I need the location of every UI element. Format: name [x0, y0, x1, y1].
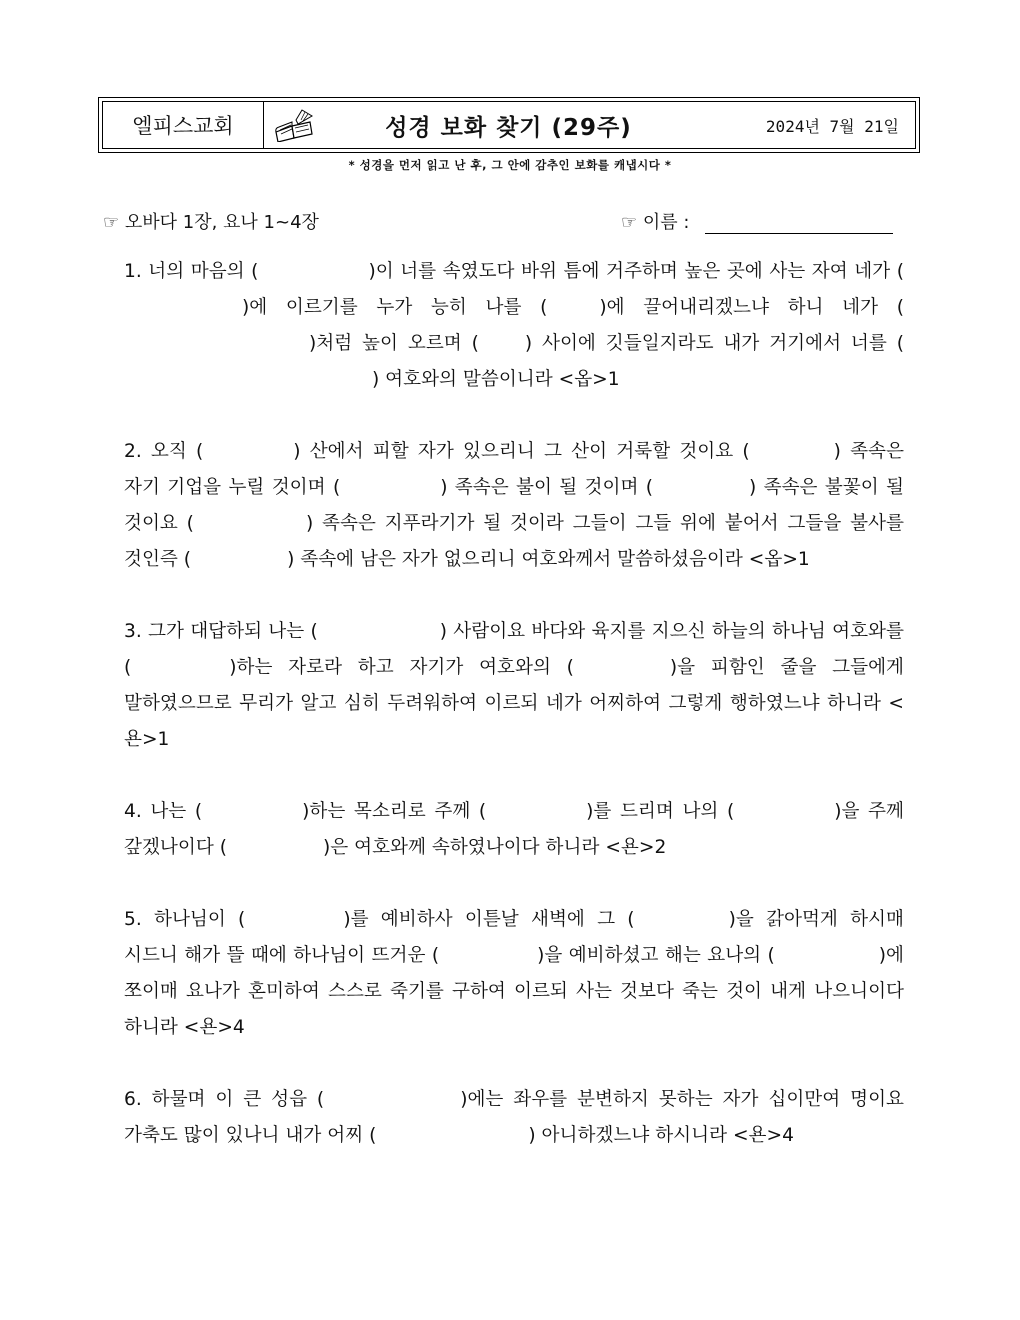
worksheet-date: 2024년 7월 21일 [765, 116, 899, 136]
question-4 [124, 794, 904, 866]
question-text: )를 예비하사 이튿날 새벽에 그 ( [343, 909, 635, 930]
question-text: ) 족속은 자기 기업을 누릴 것이며 ( [124, 441, 904, 498]
header-inner-frame [102, 101, 916, 149]
pointing-hand-icon: ☞ [103, 212, 120, 233]
question-text: ) 사람이요 바다와 육지를 지으신 하늘의 하나님 여호와를 ( [124, 621, 904, 678]
question-text: ) 족속은 불꽃이 될 것이요 ( [124, 477, 905, 534]
question-list [124, 254, 904, 1154]
question-text: 6. 하물며 이 큰 성읍 ( [124, 1089, 325, 1110]
question-text: )이 너를 속였도다 바위 틈에 거주하며 높은 곳에 사는 자여 네가 ( [368, 261, 904, 282]
name-field [621, 208, 893, 234]
name-blank-line[interactable] [705, 213, 893, 234]
question-text: )에 끌어내리겠느냐 하니 네가 ( [599, 297, 904, 318]
reading-line [103, 208, 908, 234]
reading-range-text: 오바다 1장, 요나 1~4장 [124, 212, 319, 233]
question-text: )을 갉아먹게 하시매 시드니 해가 뜰 때에 하나님이 뜨거운 ( [124, 909, 904, 966]
question-text: 1. 너의 마음의 ( [124, 261, 259, 282]
question-text: )하는 목소리로 주께 ( [302, 801, 487, 822]
question-text: ) 아니하겠느냐 하시니라 <욘>4 [528, 1125, 794, 1146]
question-text: )처럼 높이 오르며 ( [309, 333, 479, 354]
question-text: ) 족속은 지푸라기가 될 것이라 그들이 그들 위에 붙어서 그들을 불사를 것인즉 ( [124, 513, 904, 570]
question-1 [124, 254, 904, 398]
question-text: )하는 자로라 하고 자기가 여호와의 ( [229, 657, 574, 678]
question-text: ) 족속은 불이 될 것이며 ( [440, 477, 654, 498]
worksheet-header [98, 97, 920, 153]
question-6 [124, 1082, 904, 1154]
question-5 [124, 902, 904, 1046]
worksheet-title: 성경 보화 찾기 (29주) [385, 114, 632, 141]
question-text: )에는 좌우를 분변하지 못하는 자가 십이만여 명이요 가축도 많이 있나니 내가 어찌 ( [124, 1089, 904, 1146]
question-text: )에 쪼이매 요나가 혼미하여 스스로 죽기를 구하여 이르되 사는 것보다 죽는 것이 내게 나으니이다 하니라 <욘>4 [124, 945, 905, 1038]
pointing-hand-icon: ☞ [621, 212, 638, 233]
church-name: 엘피스교회 [103, 102, 264, 148]
question-text: )에 이르기를 누가 능히 나를 ( [242, 297, 548, 318]
question-text: ) 여호와의 말씀이니라 <옵>1 [372, 369, 620, 390]
question-text: 2. 오직 ( [124, 441, 204, 462]
reading-range [103, 208, 319, 234]
question-text: ) 족속에 남은 자가 없으리니 여호와께서 말씀하셨음이라 <옵>1 [287, 549, 810, 570]
question-text: )을 예비하셨고 해는 요나의 ( [537, 945, 775, 966]
question-text: )은 여호와께 속하였나이다 하니라 <욘>2 [322, 837, 667, 858]
question-3 [124, 614, 904, 758]
question-text: 4. 나는 ( [124, 801, 203, 822]
instruction-text: * 성경을 먼저 읽고 난 후, 그 안에 감추인 보화를 캐냅시다 * [348, 158, 672, 172]
question-text: 5. 하나님이 ( [124, 909, 246, 930]
question-text: 3. 그가 대답하되 나는 ( [124, 621, 318, 642]
question-2 [124, 434, 904, 578]
question-text: ) 산에서 피할 자가 있으리니 그 산이 거룩할 것이요 ( [293, 441, 750, 462]
question-text: )을 주께 갚겠나이다 ( [124, 801, 904, 858]
question-text: )을 피함인 줄을 그들에게 말하였으므로 무리가 알고 심히 두려워하여 이르되 네가 어찌하여 그렇게 행하였느냐 하니라 <욘>1 [124, 657, 904, 750]
question-text: ) 사이에 깃들일지라도 내가 거기에서 너를 ( [524, 333, 904, 354]
question-text: )를 드리며 나의 ( [586, 801, 735, 822]
name-label: 이름 : [642, 212, 690, 233]
